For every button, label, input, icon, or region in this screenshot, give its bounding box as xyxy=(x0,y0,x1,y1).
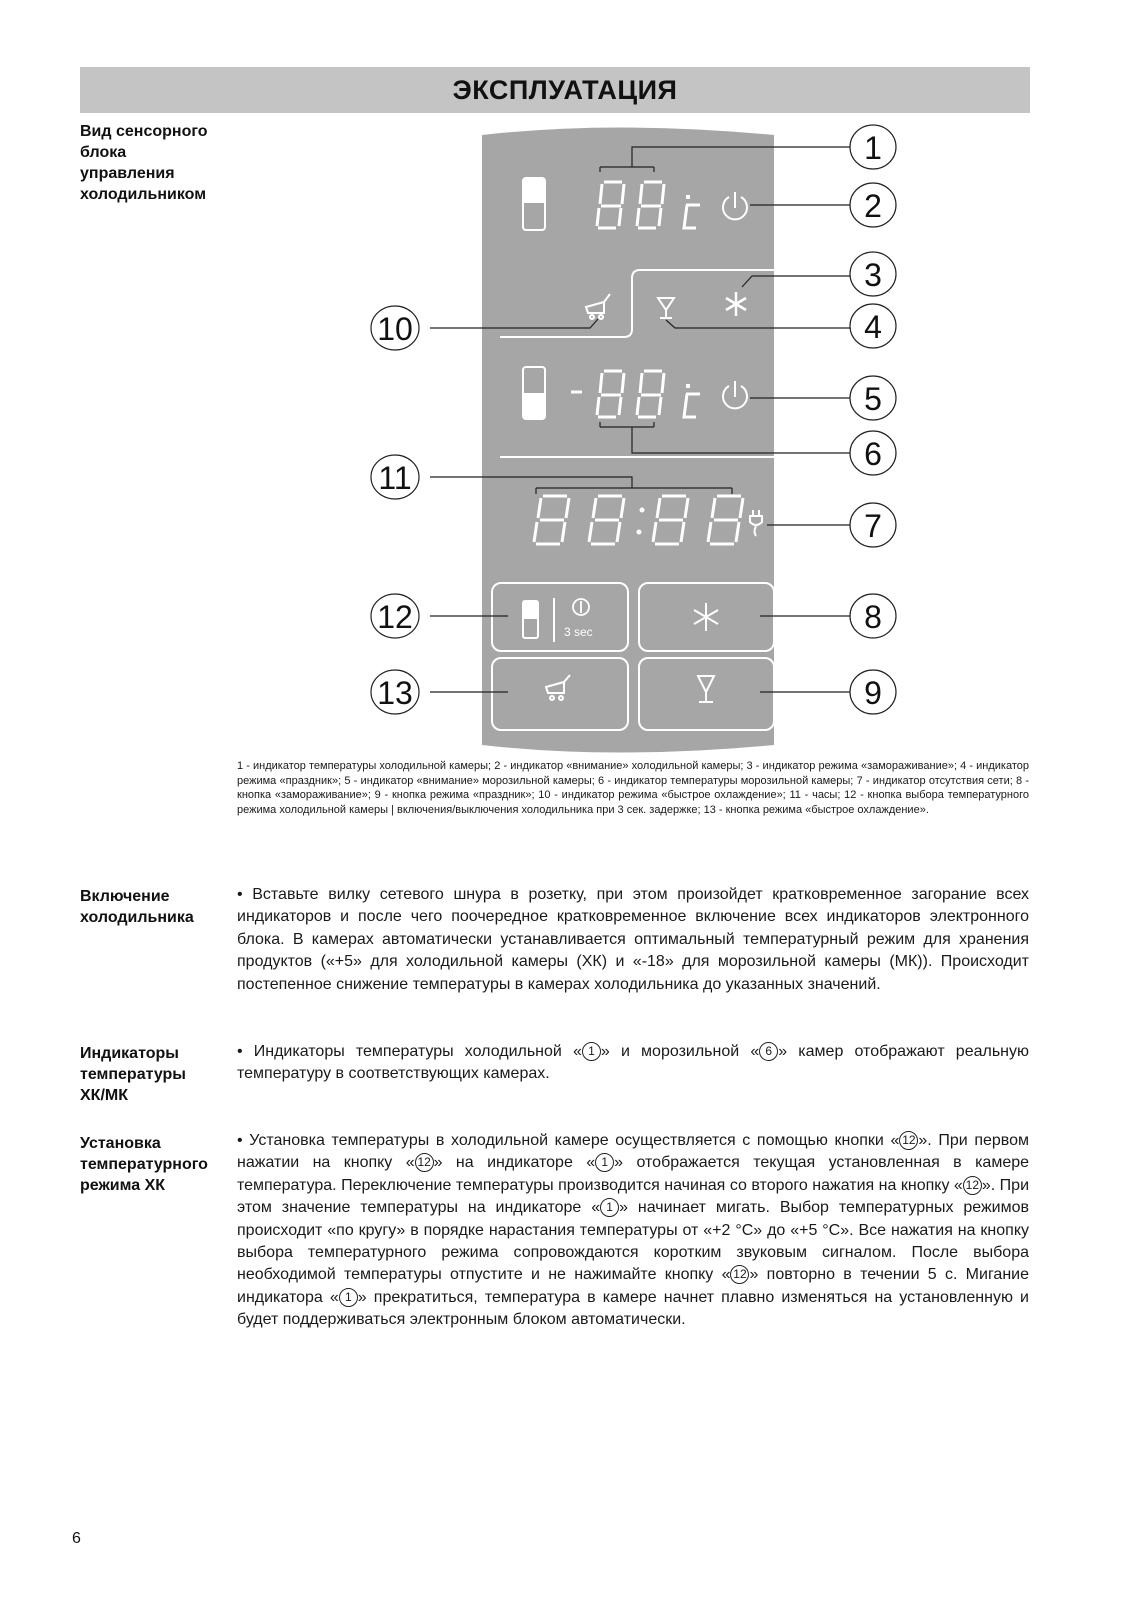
svg-text:7: 7 xyxy=(864,508,882,544)
page-header xyxy=(80,67,1030,113)
callout-7 xyxy=(850,503,896,547)
svg-text:9: 9 xyxy=(864,675,882,711)
svg-text:3: 3 xyxy=(864,257,882,293)
callout-6 xyxy=(850,431,896,475)
callout-10 xyxy=(371,306,419,350)
ref-circle: 1 xyxy=(595,1153,614,1172)
svg-text:12: 12 xyxy=(377,599,413,635)
ref-circle: 12 xyxy=(963,1176,982,1195)
svg-text:5: 5 xyxy=(864,381,882,417)
ref-circle: 12 xyxy=(730,1265,749,1284)
ref-circle: 1 xyxy=(600,1198,619,1217)
page-title: ЭКСПЛУАТАЦИЯ xyxy=(452,74,678,105)
callout-8 xyxy=(850,594,896,638)
callout-1 xyxy=(850,125,896,169)
control-panel-diagram xyxy=(360,120,920,760)
callout-3 xyxy=(850,252,896,296)
svg-text:10: 10 xyxy=(377,311,413,347)
diagram-section-label: Вид сенсорного блока управления холодильником xyxy=(80,123,208,203)
callout-11 xyxy=(371,455,419,499)
callout-5 xyxy=(850,376,896,420)
svg-text:11: 11 xyxy=(378,460,412,496)
button-12-sublabel: 3 sec xyxy=(564,625,593,639)
ref-circle: 1 xyxy=(339,1288,358,1307)
section-label-power-on: Включение холодильника xyxy=(80,888,194,926)
ref-circle: 6 xyxy=(759,1042,778,1061)
callout-13 xyxy=(371,670,419,714)
callout-9 xyxy=(850,670,896,714)
diagram-caption: 1 - индикатор температуры холодильной камеры; 2 - индикатор «внимание» холодильной камеры; 3 - индикатор режима «замораживание»; 4 - индикатор режима «праздник»; 5 - индикатор «внимание» морозильной камеры; 6 - индикатор температуры морозильной камеры; 7 - индикатор отсутствия сети; 8 - кнопка «замораживание»; 9 - кнопка режима «праздник»; 10 - индикатор режима «быстрое охлаждение»; 11 - часы; 12 - кнопка выбора температурного режима холодильной камеры | включения/выключения холодильника при 3 сек. задержке; 13 - кнопка режима «быстрое охлаждение». xyxy=(237,760,1029,816)
ref-circle: 1 xyxy=(582,1042,601,1061)
section-label-temperature-indicators: Индикаторы температуры ХК/МК xyxy=(80,1045,186,1104)
ref-circle: 12 xyxy=(899,1131,918,1150)
svg-text:1: 1 xyxy=(864,130,882,166)
svg-text:8: 8 xyxy=(864,599,882,635)
svg-text:6: 6 xyxy=(864,436,882,472)
section-text-fridge-mode-setting: • Установка температуры в холодильной камере осуществляется с помощью кнопки « 12 ». При первом нажатии на кнопку « 12 » на индикаторе « 1 » отображается текущая установленная в камере температура. Переключение температуры производится начиная со второго нажатия на кнопку « 12 ». При этом значение температуры на индикаторе « 1 » начинает мигать. Выбор температурных режимов происходит «по кругу» в порядке нарастания температуры от «+2 °С» до «+5 °С». Все нажатия на кнопку выбора температурного режима сопровождаются коротким звуковым сигналом. После выбора необходимой температуры отпустите и не нажимайте кнопку « 12 » повторно в течении 5 с. Мигание индикатора « 1 » прекратиться, температура в камере начнет плавно изменяться на установленную и будет поддерживаться электронным блоком автоматически. xyxy=(237,1132,1030,1329)
page-number: 6 xyxy=(72,1530,81,1547)
svg-text:13: 13 xyxy=(377,675,413,711)
section-label-fridge-mode-setting: Установка температурного режима ХК xyxy=(80,1135,208,1194)
callout-2 xyxy=(850,183,896,227)
svg-text:4: 4 xyxy=(864,309,882,345)
section-text-power-on: • Вставьте вилку сетевого шнура в розетку, при этом произойдет кратковременное загорание всех индикаторов и после чего поочередное кратковременное включение всех индикаторов электронного блока. В камерах автоматически устанавливается оптимальный температурный режим для хранения продуктов («+5» для холодильной камеры (ХК) и «-18» для морозильной камеры (МК)). Происходит постепенное снижение температуры в камерах холодильника до указанных значений. xyxy=(237,886,1029,993)
callout-12 xyxy=(371,594,419,638)
callout-4 xyxy=(850,304,896,348)
section-text-temperature-indicators: • Индикаторы температуры холодильной « 1 » и морозильной « 6 » камер отображают реальную температуру в соответствующих камерах. xyxy=(237,1043,1029,1083)
ref-circle: 12 xyxy=(415,1153,434,1172)
svg-text:2: 2 xyxy=(864,188,882,224)
